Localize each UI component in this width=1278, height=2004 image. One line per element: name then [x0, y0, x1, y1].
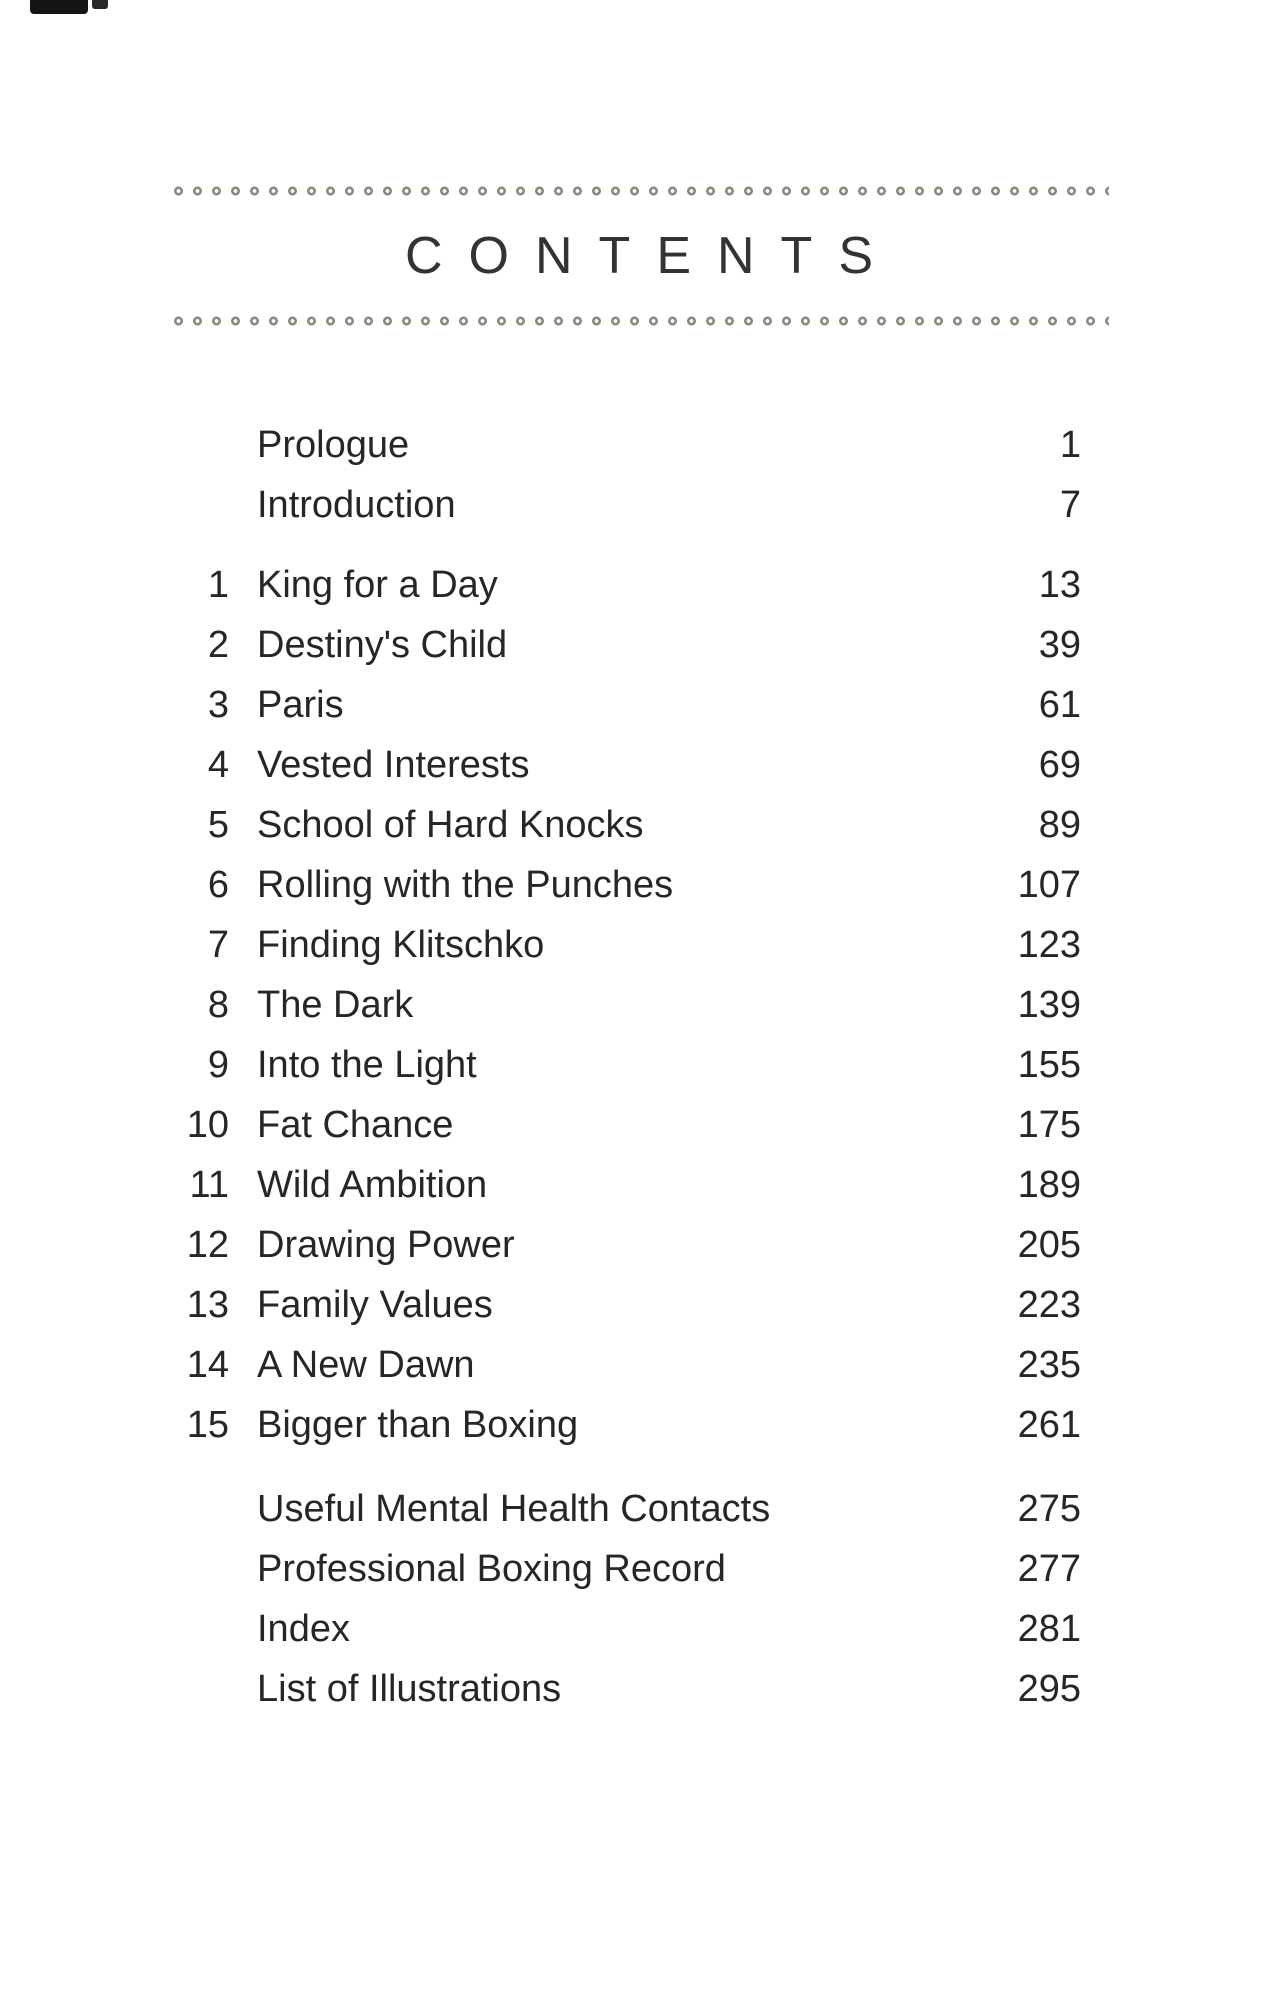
toc-entry [169, 1479, 1109, 1539]
toc-entry [169, 975, 1109, 1035]
chapter-number: 10 [186, 1104, 229, 1146]
toc-entry [169, 555, 1109, 615]
page-number: 189 [1017, 1164, 1081, 1206]
contents-header [169, 0, 1109, 327]
chapter-number: 7 [207, 924, 229, 966]
page-number: 123 [1017, 924, 1081, 966]
page-number: 107 [1017, 864, 1081, 906]
table-of-contents [169, 415, 1109, 1719]
entry-title: Wild Ambition [257, 1164, 488, 1206]
toc-front-matter [169, 415, 1109, 535]
page-number: 7 [1059, 484, 1081, 526]
chapter-number: 8 [207, 984, 229, 1026]
page-number: 261 [1017, 1404, 1081, 1446]
entry-title: Bigger than Boxing [257, 1404, 579, 1446]
toc-entry [169, 675, 1109, 735]
entry-title: Vested Interests [257, 744, 530, 786]
contents-title: CONTENTS [405, 227, 899, 285]
entry-title: Professional Boxing Record [257, 1548, 726, 1590]
entry-title: List of Illustrations [257, 1668, 562, 1710]
toc-entry [169, 1275, 1109, 1335]
page-number: 223 [1017, 1284, 1081, 1326]
toc-back-matter [169, 1479, 1109, 1719]
entry-title: Fat Chance [257, 1104, 454, 1146]
toc-entry [169, 1335, 1109, 1395]
entry-title: A New Dawn [257, 1344, 475, 1386]
toc-entry [169, 475, 1109, 535]
page-number: 205 [1017, 1224, 1081, 1266]
toc-entry [169, 615, 1109, 675]
entry-title: Rolling with the Punches [257, 864, 674, 906]
page-number: 89 [1038, 804, 1081, 846]
toc-entry [169, 1155, 1109, 1215]
page-number: 277 [1017, 1548, 1081, 1590]
chapter-number: 1 [207, 564, 229, 606]
scan-artifact [30, 0, 88, 14]
entry-title: Family Values [257, 1284, 493, 1326]
page-number: 295 [1017, 1668, 1081, 1710]
entry-title: The Dark [257, 984, 414, 1026]
page-number: 69 [1038, 744, 1081, 786]
toc-entry [169, 855, 1109, 915]
page-number: 275 [1017, 1488, 1081, 1530]
toc-entry [169, 1395, 1109, 1455]
toc-entry [169, 1215, 1109, 1275]
page-number: 235 [1017, 1344, 1081, 1386]
toc-entry [169, 1539, 1109, 1599]
chapter-number: 14 [186, 1344, 229, 1386]
toc-entry [169, 415, 1109, 475]
toc-entry [169, 1599, 1109, 1659]
chapter-number: 6 [207, 864, 229, 906]
page-number: 155 [1017, 1044, 1081, 1086]
dotted-divider-top [169, 185, 1109, 197]
toc-entry [169, 915, 1109, 975]
chapter-number: 9 [207, 1044, 229, 1086]
entry-title: Introduction [257, 484, 456, 526]
entry-title: Prologue [257, 424, 410, 466]
entry-title: Index [257, 1608, 350, 1650]
dotted-divider-bottom [169, 315, 1109, 327]
page-number: 139 [1017, 984, 1081, 1026]
toc-entry [169, 795, 1109, 855]
toc-chapters [169, 555, 1109, 1455]
chapter-number: 12 [186, 1224, 229, 1266]
entry-title: Drawing Power [257, 1224, 515, 1266]
toc-entry [169, 1659, 1109, 1719]
toc-entry [169, 1035, 1109, 1095]
chapter-number: 5 [207, 804, 229, 846]
entry-title: Finding Klitschko [257, 924, 545, 966]
page-number: 281 [1017, 1608, 1081, 1650]
chapter-number: 11 [189, 1164, 229, 1206]
page-number: 39 [1038, 624, 1081, 666]
chapter-number: 2 [207, 624, 229, 666]
page-number: 61 [1038, 684, 1081, 726]
chapter-number: 13 [186, 1284, 229, 1326]
toc-entry [169, 735, 1109, 795]
entry-title: Into the Light [257, 1044, 477, 1086]
entry-title: School of Hard Knocks [257, 804, 644, 846]
toc-entry [169, 1095, 1109, 1155]
entry-title: Useful Mental Health Contacts [257, 1488, 771, 1530]
entry-title: Paris [257, 684, 344, 726]
page-number: 13 [1038, 564, 1081, 606]
page-number: 175 [1017, 1104, 1081, 1146]
chapter-number: 15 [186, 1404, 229, 1446]
chapter-number: 3 [207, 684, 229, 726]
scan-artifact [92, 0, 108, 9]
entry-title: Destiny's Child [257, 624, 508, 666]
entry-title: King for a Day [257, 564, 498, 606]
page-number: 1 [1059, 424, 1081, 466]
chapter-number: 4 [207, 744, 229, 786]
